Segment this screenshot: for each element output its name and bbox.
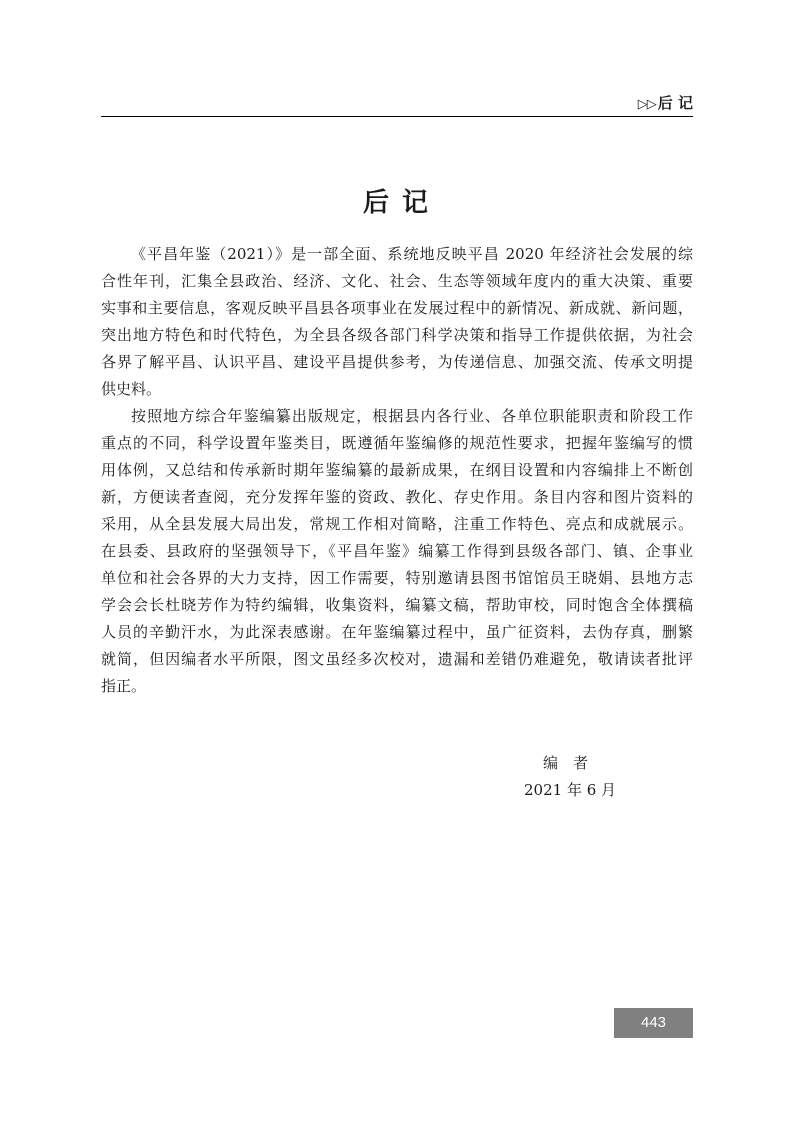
body-line: 按照地方综合年鉴编纂出版规定，根据县内各行业、各单位职能职责和阶段工作: [131, 407, 693, 425]
paragraph-2: [101, 403, 693, 700]
page-title: 后 记: [362, 188, 431, 218]
body-line: 供史料。: [101, 380, 162, 398]
body-line: 就简，但因编者水平所限，图文虽经多次校对，遗漏和差错仍难避免，敬请读者批评: [101, 650, 693, 668]
body-line: 突出地方特色和时代特色，为全县各级各部门科学决策和指导工作提供依据，为社会: [101, 326, 693, 344]
body-line: 实事和主要信息，客观反映平昌县各项事业在发展过程中的新情况、新成就、新问题，: [101, 299, 693, 317]
body-line: 新，方便读者查阅，充分发挥年鉴的资政、教化、存史作用。条目内容和图片资料的: [101, 488, 693, 506]
body-line: 指正。: [101, 677, 147, 695]
running-header: [638, 92, 693, 114]
running-header-section: 后 记: [657, 94, 693, 112]
body-line: 用体例，又总结和传承新时期年鉴编纂的最新成果，在纲目设置和内容编排上不断创: [101, 461, 693, 479]
body-line: 合性年刊，汇集全县政治、经济、文化、社会、生态等领域年度内的重大决策、重要: [101, 272, 693, 290]
body-line: 单位和社会各界的大力支持，因工作需要，特别邀请县图书馆馆员王晓娟、县地方志: [101, 569, 693, 587]
body-line: 《平昌年鉴（2021）》是一部全面、系统地反映平昌 2020 年经济社会发展的综: [131, 245, 693, 263]
body-line: 重点的不同，科学设置年鉴类目，既遵循年鉴编修的规范性要求，把握年鉴编写的惯: [101, 434, 693, 452]
body-line: 在县委、县政府的坚强领导下，《平昌年鉴》编纂工作得到县级各部门、镇、企事业: [101, 542, 693, 560]
signature-date: 2021 年 6 月: [524, 781, 617, 799]
page-number-badge: 443: [614, 1008, 693, 1038]
body-line: 各界了解平昌、认识平昌、建设平昌提供参考，为传递信息、加强交流、传承文明提: [101, 353, 693, 371]
double-triangle-icon: ▷▷: [637, 97, 656, 112]
signature-author: 编 者: [543, 754, 589, 772]
body-line: 人员的辛勤汗水，为此深表感谢。在年鉴编纂过程中，虽广征资料，去伪存真，删繁: [101, 623, 693, 641]
body-line: 采用，从全县发展大局出发，常规工作相对简略，注重工作特色、亮点和成就展示。: [101, 515, 693, 533]
header-rule: [101, 116, 693, 117]
paragraph-1: [101, 241, 693, 403]
body-line: 学会会长杜晓芳作为特约编辑，收集资料，编纂文稿，帮助审校，同时饱含全体撰稿: [101, 596, 693, 614]
body-text: [101, 241, 693, 700]
